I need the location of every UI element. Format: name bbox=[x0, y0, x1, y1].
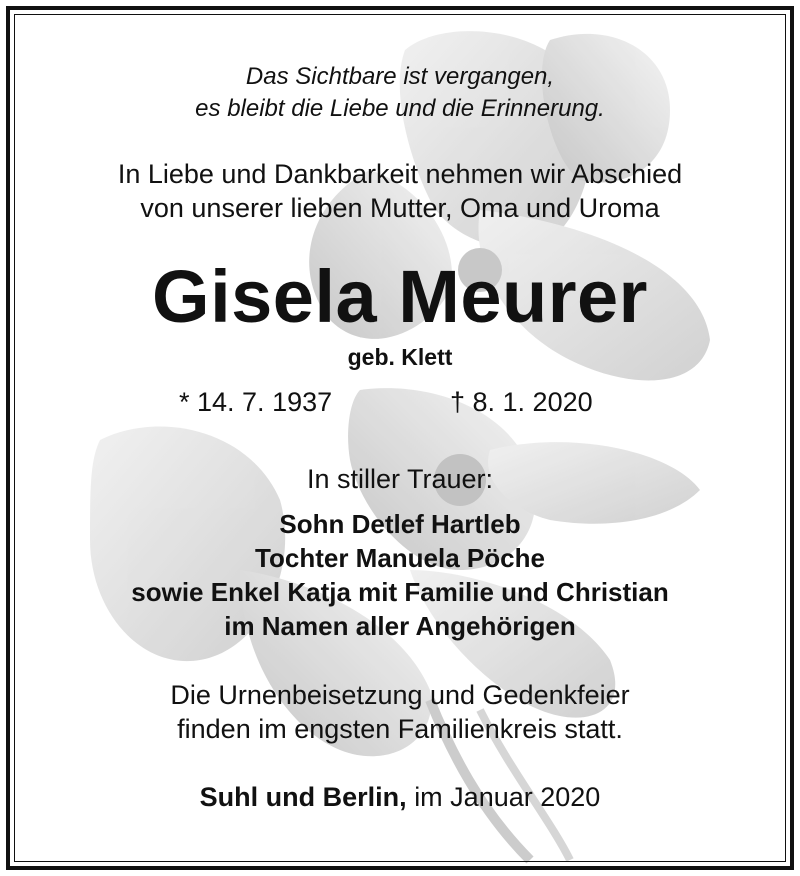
death-date: † 8. 1. 2020 bbox=[450, 387, 593, 417]
motto-line-1: Das Sichtbare ist vergangen, bbox=[245, 63, 555, 90]
mourner-line: im Namen aller Angehörigen bbox=[224, 611, 576, 641]
maiden-name: geb. Klett bbox=[347, 344, 453, 370]
deceased-name: Gisela Meurer bbox=[152, 255, 648, 338]
mourner-line: Sohn Detlef Hartleb bbox=[279, 509, 521, 539]
life-dates bbox=[10, 386, 790, 418]
mourner-line: Tochter Manuela Pöche bbox=[255, 543, 545, 573]
closing-place: Suhl und Berlin, bbox=[199, 782, 407, 812]
mourner-line: sowie Enkel Katja mit Familie und Christian bbox=[131, 577, 669, 607]
intro-line-1: In Liebe und Dankbarkeit nehmen wir Abschied bbox=[117, 159, 683, 189]
intro-line-2: von unserer lieben Mutter, Oma und Uroma bbox=[140, 193, 660, 223]
obituary-text bbox=[10, 10, 790, 866]
closing-line bbox=[10, 780, 790, 814]
closing-date: im Januar 2020 bbox=[414, 782, 601, 812]
notice-line-2: finden im engsten Familienkreis statt. bbox=[177, 714, 623, 744]
birth-date: * 14. 7. 1937 bbox=[179, 387, 333, 417]
mourners-heading: In stiller Trauer: bbox=[306, 464, 494, 494]
obituary-frame bbox=[6, 6, 794, 870]
notice-line-1: Die Urnenbeisetzung und Gedenkfeier bbox=[170, 680, 630, 710]
motto-line-2: es bleibt die Liebe und die Erinnerung. bbox=[195, 95, 605, 122]
